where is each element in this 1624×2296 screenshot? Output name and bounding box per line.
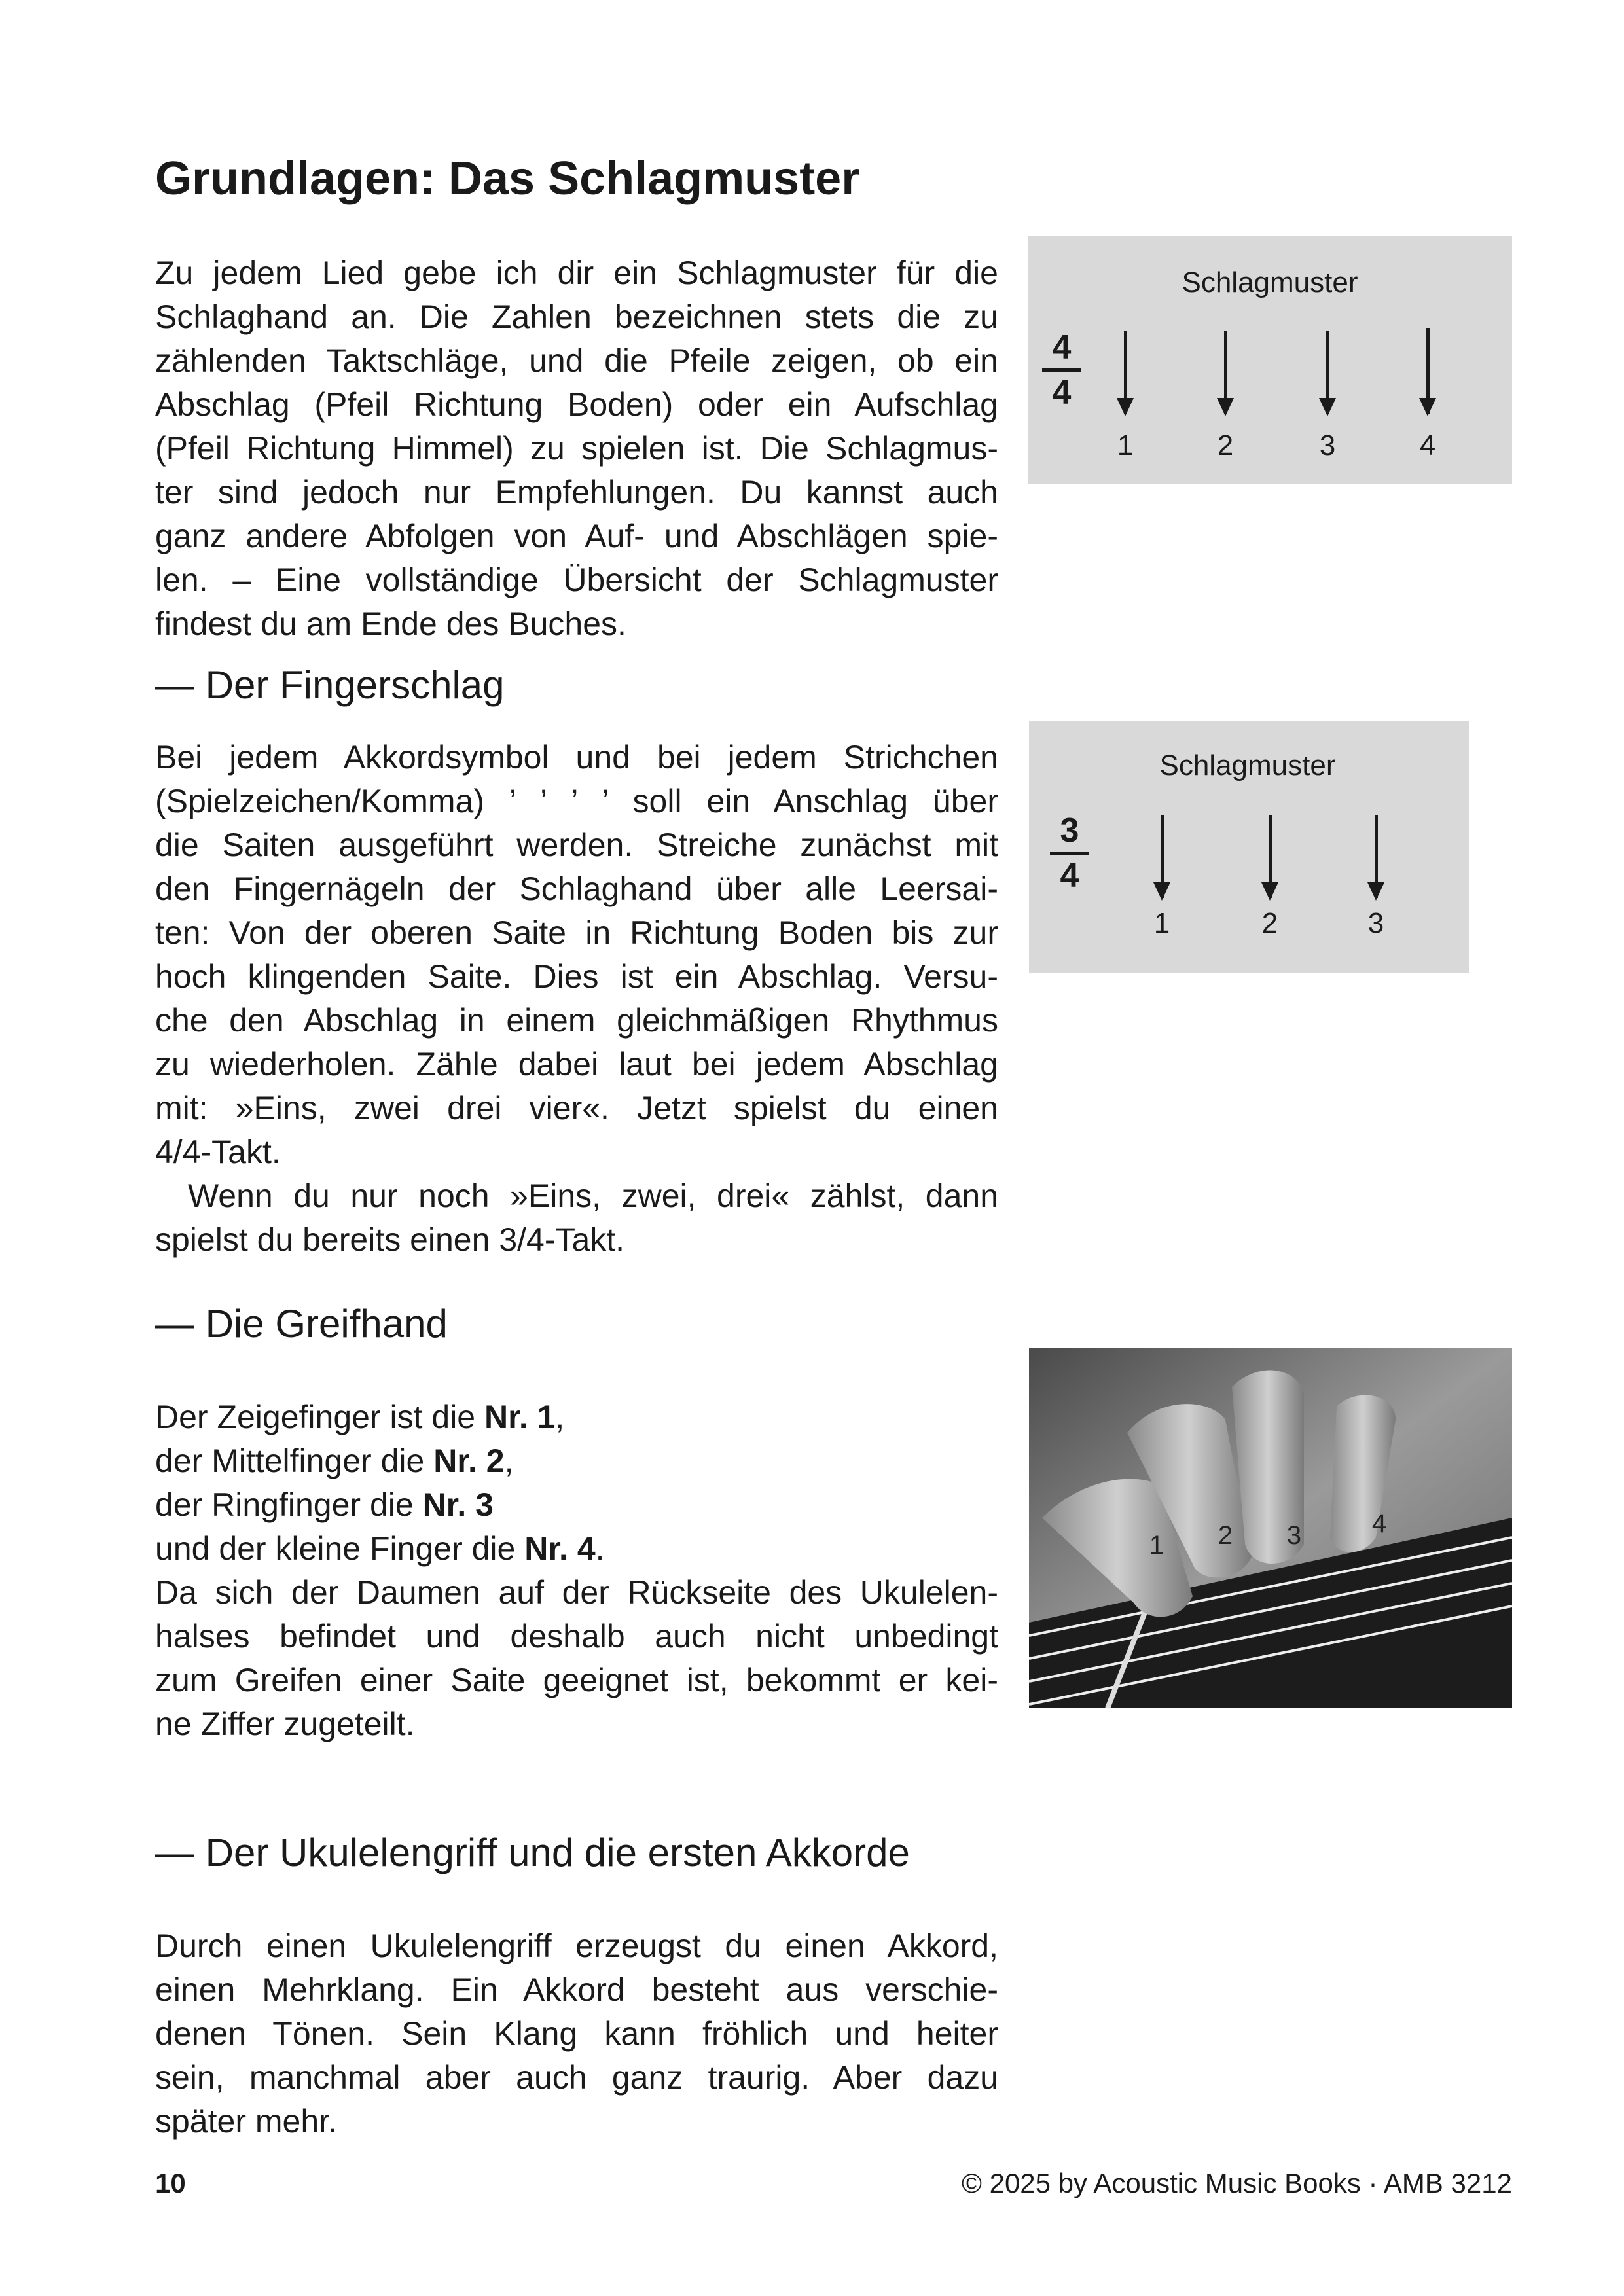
text-line: Abschlag (Pfeil Richtung Boden) oder ein Aufschlag	[155, 386, 998, 423]
beat-number: 1	[1117, 429, 1134, 461]
finger-number-4: 4	[1371, 1509, 1387, 1538]
text-line: die Saiten ausgeführt werden. Streiche zunächst mit	[155, 827, 998, 863]
finger-line-4: und der kleine Finger die Nr. 4.	[155, 1530, 605, 1567]
time-signature: 4 4	[1042, 328, 1081, 412]
finger-line-1: Der Zeigefinger ist die Nr. 1,	[155, 1399, 565, 1435]
text-line: später mehr.	[155, 2103, 337, 2140]
text-line: hoch klingenden Saite. Dies ist ein Abschlag. Versu-	[155, 958, 998, 995]
text-line: einen Mehrklang. Ein Akkord besteht aus verschie-	[155, 1971, 998, 2008]
down-arrow-icon	[1224, 331, 1227, 414]
text-line: ganz andere Abfolgen von Auf- und Abschlägen spie-	[155, 518, 998, 554]
down-arrow-icon	[1326, 331, 1329, 414]
text-line: den Fingernägeln der Schlaghand über alle Leersai-	[155, 870, 998, 907]
strum-pattern-4-4	[1028, 236, 1512, 484]
fingerschlag-paragraph	[155, 736, 998, 1262]
pattern-title: Schlagmuster	[1159, 749, 1336, 781]
text-line: zu wiederholen. Zähle dabei laut bei jedem Abschlag	[155, 1046, 998, 1083]
greifhand-paragraph	[155, 1395, 998, 1746]
text-line: ne Ziffer zugeteilt.	[155, 1706, 415, 1742]
text-line: 4/4-Takt.	[155, 1134, 281, 1170]
heading-akkorde: — Der Ukulelengriff und die ersten Akkorde	[155, 1831, 910, 1874]
text-line: (Spielzeichen/Komma) ’ ’ ’ ’ soll ein Anschlag über	[155, 783, 998, 819]
finger-number-2: 2	[1218, 1521, 1233, 1550]
text-line: findest du am Ende des Buches.	[155, 605, 626, 642]
text-line: zum Greifen einer Saite geeignet ist, bekommt er kei-	[155, 1662, 998, 1698]
text-line: Bei jedem Akkordsymbol und bei jedem Strichchen	[155, 739, 998, 776]
heading-greifhand: — Die Greifhand	[155, 1302, 448, 1346]
down-arrow-icon	[1124, 331, 1127, 414]
text-line: mit: »Eins, zwei drei vier«. Jetzt spielst du einen	[155, 1090, 998, 1126]
beat-number: 2	[1217, 429, 1234, 461]
copyright: © 2025 by Acoustic Music Books · AMB 3212	[961, 2168, 1512, 2198]
text-line: denen Tönen. Sein Klang kann fröhlich und heiter	[155, 2015, 998, 2052]
text-line: ter sind jedoch nur Empfehlungen. Du kannst auch	[155, 474, 998, 511]
page-title: Grundlagen: Das Schlagmuster	[155, 152, 860, 205]
finger-number-1: 1	[1149, 1531, 1164, 1560]
beat-number: 4	[1419, 429, 1436, 461]
text-line: len. – Eine vollständige Übersicht der Schlagmuster	[155, 562, 998, 598]
text-line: (Pfeil Richtung Himmel) zu spielen ist. Die Schlagmus-	[155, 430, 998, 467]
down-arrow-icon	[1269, 815, 1272, 898]
text-line: Durch einen Ukulelengriff erzeugst du einen Akkord,	[155, 1928, 998, 1964]
text-line: Wenn du nur noch »Eins, zwei, drei« zählst, dann	[188, 1177, 998, 1214]
text-line: sein, manchmal aber auch ganz traurig. Aber dazu	[155, 2059, 998, 2096]
akkorde-paragraph	[155, 1924, 998, 2144]
down-arrow-icon	[1426, 328, 1430, 414]
beat-number: 2	[1261, 907, 1278, 939]
text-line: zählenden Taktschläge, und die Pfeile zeigen, ob ein	[155, 342, 998, 379]
heading-fingerschlag: — Der Fingerschlag	[155, 663, 505, 707]
fretting-hand-photo	[1029, 1348, 1512, 1708]
pattern-title: Schlagmuster	[1182, 266, 1358, 298]
text-line: che den Abschlag in einem gleichmäßigen Rhythmus	[155, 1002, 998, 1039]
text-line: Da sich der Daumen auf der Rückseite des Ukulelen-	[155, 1574, 998, 1611]
hand-on-fretboard-image	[1029, 1348, 1512, 1708]
finger-number-3: 3	[1286, 1521, 1302, 1550]
time-signature: 3 4	[1050, 811, 1089, 895]
down-arrow-icon	[1161, 815, 1164, 898]
beat-number: 1	[1153, 907, 1170, 939]
text-line: spielst du bereits einen 3/4-Takt.	[155, 1221, 625, 1258]
beat-number: 3	[1319, 429, 1336, 461]
text-line: halses befindet und deshalb auch nicht unbedingt	[155, 1618, 998, 1655]
page-number: 10	[155, 2168, 186, 2198]
text-line: Zu jedem Lied gebe ich dir ein Schlagmuster für die	[155, 255, 998, 291]
intro-paragraph	[155, 251, 998, 646]
down-arrow-icon	[1375, 815, 1378, 898]
text-line: ten: Von der oberen Saite in Richtung Boden bis zur	[155, 914, 998, 951]
finger-line-2: der Mittelfinger die Nr. 2,	[155, 1443, 514, 1479]
finger-line-3: der Ringfinger die Nr. 3	[155, 1486, 494, 1523]
strum-pattern-3-4	[1029, 721, 1469, 973]
text-line: Schlaghand an. Die Zahlen bezeichnen stets die zu	[155, 298, 998, 335]
beat-number: 3	[1367, 907, 1384, 939]
